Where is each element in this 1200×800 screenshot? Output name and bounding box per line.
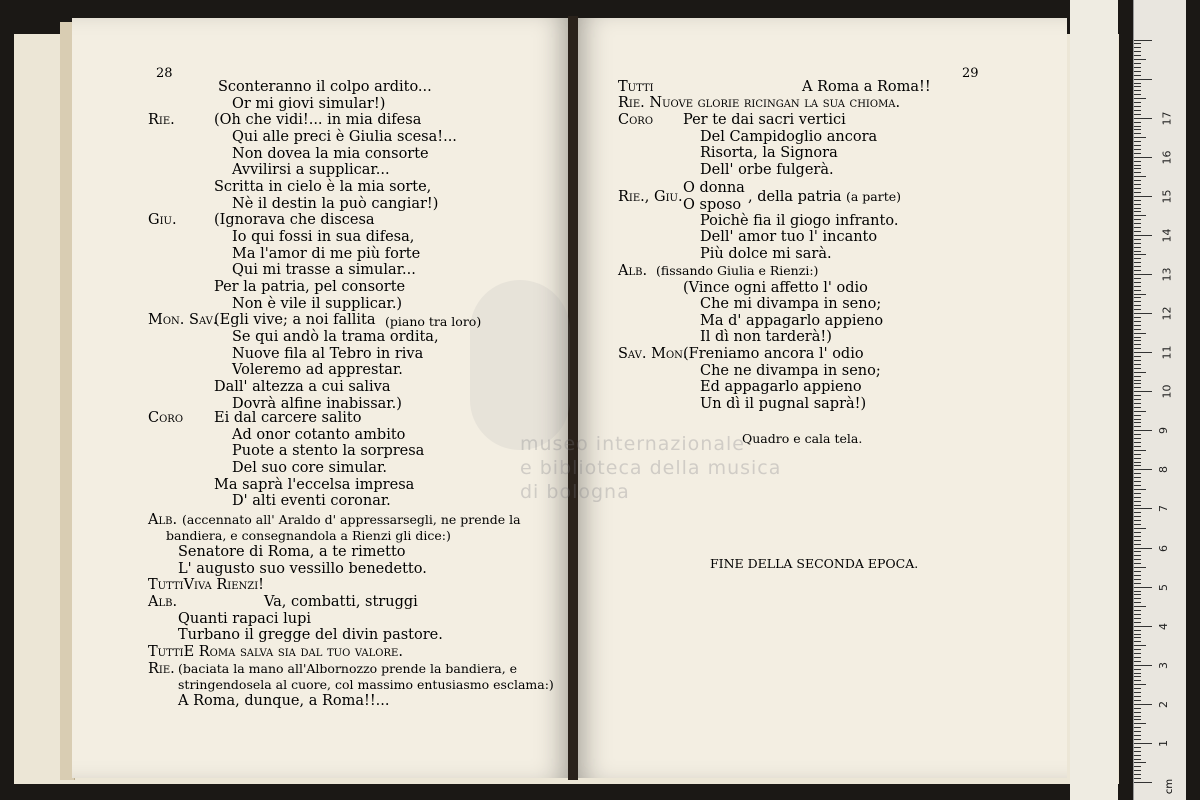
ruler-tick: [1134, 524, 1141, 525]
ruler-tick: [1134, 157, 1152, 158]
text-line: Del suo core simular.: [232, 460, 387, 476]
text-line: Turbano il gregge del divin pastore.: [178, 627, 443, 643]
ruler-tick: [1134, 118, 1152, 119]
ruler-tick: [1134, 645, 1146, 646]
ruler-tick: [1134, 477, 1141, 478]
ruler-tick: [1134, 321, 1141, 322]
text-line: Dell' orbe fulgerà.: [700, 162, 834, 178]
ruler-tick: [1134, 505, 1141, 506]
text-line: (accennato all' Araldo d' appressarsegli, ne prende la: [182, 512, 521, 527]
text-line: (Ignorava che discesa: [214, 212, 375, 228]
ruler-tick: [1134, 575, 1141, 576]
ruler-tick: [1134, 762, 1146, 763]
ruler-tick: [1134, 372, 1146, 373]
text-line: Coro: [618, 112, 654, 128]
text-line: Senatore di Roma, a te rimetto: [178, 544, 406, 560]
text-line: Dall' altezza a cui saliva: [214, 379, 391, 395]
ruler-tick: [1134, 313, 1152, 314]
ruler-tick: [1134, 172, 1141, 173]
ruler-tick: [1134, 40, 1152, 41]
text-line: Rie.: [148, 661, 175, 677]
ruler-tick: [1134, 297, 1141, 298]
text-line: (baciata la mano all'Albornozzo prende la bandiera, e: [178, 661, 518, 676]
ruler-tick: [1134, 149, 1141, 150]
text-line: L' augusto suo vessillo benedetto.: [178, 561, 427, 577]
ruler-tick: [1134, 419, 1141, 420]
page-number-right: 29: [962, 66, 979, 81]
ruler-tick: [1134, 129, 1141, 130]
ruler-tick: [1134, 676, 1141, 677]
ruler-tick: [1134, 680, 1141, 681]
ruler-tick: [1134, 223, 1141, 224]
ruler-tick: [1134, 778, 1141, 779]
text-line: Voleremo ad apprestar.: [232, 362, 403, 378]
ruler-tick: [1134, 75, 1141, 76]
text-line: Qui mi trasse a simular...: [232, 262, 416, 278]
ruler-tick: [1134, 106, 1141, 107]
text-line: Più dolce mi sarà.: [700, 246, 832, 262]
text-line: O sposo: [683, 197, 742, 213]
ruler-tick: [1134, 512, 1141, 513]
ruler-tick: [1134, 247, 1141, 248]
ruler-number: 11: [1160, 345, 1174, 360]
text-line: Alb.: [148, 512, 178, 528]
text-line: Un dì il pugnal saprà!): [700, 396, 867, 412]
ruler-tick: [1134, 520, 1141, 521]
ruler-tick: [1134, 395, 1141, 396]
ruler-tick: [1134, 692, 1141, 693]
ruler-tick: [1134, 79, 1152, 80]
ruler-tick: [1134, 258, 1141, 259]
text-line: Sconteranno il colpo ardito...: [218, 79, 432, 95]
ruler-tick: [1134, 208, 1141, 209]
ruler-tick: [1134, 47, 1141, 48]
ruler-tick: [1134, 751, 1141, 752]
ruler-tick: [1134, 661, 1141, 662]
text-line: (piano tra loro): [385, 314, 482, 329]
ruler-tick: [1134, 766, 1141, 767]
ruler-number: 15: [1160, 189, 1174, 204]
ruler-tick: [1134, 458, 1141, 459]
ruler-tick: [1134, 333, 1146, 334]
ruler-number: 16: [1160, 150, 1174, 165]
ruler-number: 7: [1157, 505, 1170, 513]
ruler-tick: [1134, 407, 1141, 408]
ruler-tick: [1134, 196, 1152, 197]
ruler-number: 17: [1160, 111, 1174, 126]
ruler-tick: [1134, 340, 1141, 341]
ruler-tick: [1134, 536, 1141, 537]
ruler-tick: [1134, 489, 1146, 490]
ruler-tick: [1134, 364, 1141, 365]
text-line: Mon. Sav.: [148, 312, 218, 328]
ruler-tick: [1134, 755, 1141, 756]
text-line: Rie.: [148, 112, 175, 128]
ruler-tick: [1134, 231, 1141, 232]
text-line: stringendosela al cuore, col massimo entusiasmo esclama:): [178, 677, 554, 692]
watermark-logo: [470, 280, 570, 450]
ruler-tick: [1134, 239, 1141, 240]
ruler-tick: [1134, 180, 1141, 181]
ruler-tick: [1134, 352, 1152, 353]
ruler-tick: [1134, 712, 1141, 713]
text-line: Tutti: [618, 79, 654, 95]
ruler-tick: [1134, 434, 1141, 435]
text-line: Poichè fia il giogo infranto.: [700, 213, 899, 229]
page-number-left: 28: [156, 66, 173, 81]
ruler-tick: [1134, 454, 1141, 455]
ruler-tick: [1134, 325, 1141, 326]
ruler-tick: [1134, 192, 1141, 193]
text-line: Nè il destin la può cangiar!): [232, 196, 439, 212]
ruler-tick: [1134, 403, 1141, 404]
ruler-tick: [1134, 270, 1141, 271]
ruler-tick: [1134, 90, 1141, 91]
text-line: (Oh che vidi!... in mia difesa: [214, 112, 422, 128]
text-line: FINE DELLA SECONDA EPOCA.: [710, 556, 919, 571]
ruler-tick: [1134, 528, 1146, 529]
ruler-tick: [1134, 110, 1141, 111]
ruler-tick: [1134, 153, 1141, 154]
ruler-tick: [1134, 446, 1141, 447]
ruler-tick: [1134, 337, 1141, 338]
ruler-tick: [1134, 708, 1141, 709]
ruler-tick: [1134, 168, 1141, 169]
text-line: Il dì non tarderà!): [700, 329, 832, 345]
text-line: O donna: [683, 180, 745, 196]
ruler-tick: [1134, 94, 1141, 95]
ruler-tick: [1134, 594, 1141, 595]
text-line: Quanti rapaci lupi: [178, 611, 312, 627]
ruler-tick: [1134, 465, 1141, 466]
text-line: Coro: [148, 410, 184, 426]
ruler-tick: [1134, 63, 1141, 64]
text-line: Ma saprà l'eccelsa impresa: [214, 477, 415, 493]
text-line: Risorta, la Signora: [700, 145, 838, 161]
text-line: Ma l'amor di me più forte: [232, 246, 421, 262]
text-line: Per te dai sacri vertici: [683, 112, 846, 128]
ruler-tick: [1134, 133, 1141, 134]
ruler-tick: [1134, 165, 1141, 166]
ruler-tick: [1134, 422, 1141, 423]
text-line: Rie. Nuove glorie ricingan la sua chioma.: [618, 95, 901, 111]
measuring-ruler: [1133, 0, 1186, 800]
ruler-tick: [1134, 704, 1152, 705]
ruler-tick: [1134, 122, 1141, 123]
text-line: Non è vile il supplicar.): [232, 296, 403, 312]
ruler-tick: [1134, 555, 1141, 556]
ruler-tick: [1134, 696, 1141, 697]
ruler-tick: [1134, 657, 1141, 658]
ruler-tick: [1134, 723, 1146, 724]
ruler-tick: [1134, 278, 1141, 279]
ruler-tick: [1134, 329, 1141, 330]
ruler-tick: [1134, 684, 1146, 685]
ruler-tick: [1134, 215, 1146, 216]
text-line: Dell' amor tuo l' incanto: [700, 229, 878, 245]
text-line: TuttiViva Rienzi!: [148, 577, 265, 593]
ruler-number: 1: [1157, 739, 1170, 747]
ruler-tick: [1134, 391, 1152, 392]
ruler-tick: [1134, 501, 1141, 502]
text-line: D' alti eventi coronar.: [232, 493, 391, 509]
ruler-tick: [1134, 544, 1141, 545]
ruler-tick: [1134, 188, 1141, 189]
ruler-tick: [1134, 387, 1141, 388]
ruler-tick: [1134, 380, 1141, 381]
text-line: Ed appagarlo appieno: [700, 379, 862, 395]
ruler-tick: [1134, 485, 1141, 486]
text-line: Qui alle preci è Giulia scesa!...: [232, 129, 457, 145]
ruler-number: 3: [1157, 661, 1170, 669]
ruler-tick: [1134, 219, 1141, 220]
text-line: Ad onor cotanto ambito: [232, 427, 406, 443]
ruler-tick: [1134, 102, 1141, 103]
ruler-tick: [1134, 274, 1152, 275]
ruler-tick: [1134, 348, 1141, 349]
ruler-tick: [1134, 266, 1141, 267]
text-line: Nuove fila al Tebro in riva: [232, 346, 424, 362]
text-line: Che mi divampa in seno;: [700, 296, 882, 312]
ruler-tick: [1134, 227, 1141, 228]
ruler-number: 9: [1157, 427, 1170, 435]
ruler-tick: [1134, 450, 1146, 451]
text-line: A Roma, dunque, a Roma!!...: [178, 693, 390, 709]
ruler-tick: [1134, 294, 1146, 295]
ruler-tick: [1134, 735, 1141, 736]
ruler-number: 10: [1160, 384, 1174, 399]
ruler-tick: [1134, 184, 1141, 185]
watermark-line: e biblioteca della musica: [520, 457, 782, 479]
text-line: Che ne divampa in seno;: [700, 363, 881, 379]
text-line: Dovrà alfine inabissar.): [232, 396, 402, 412]
text-line: A Roma a Roma!!: [802, 79, 931, 95]
text-line: Ma d' appagarlo appieno: [700, 313, 884, 329]
ruler-tick: [1134, 719, 1141, 720]
text-line: Ei dal carcere salito: [214, 410, 362, 426]
text-line: Rie., Giu.: [618, 189, 683, 205]
ruler-tick: [1134, 716, 1141, 717]
ruler-tick: [1134, 473, 1141, 474]
text-line: Va, combatti, struggi: [264, 594, 418, 610]
ruler-tick: [1134, 282, 1141, 283]
text-line: (Egli vive; a noi fallita: [214, 312, 376, 328]
ruler-tick: [1134, 602, 1141, 603]
ruler-tick: [1134, 305, 1141, 306]
text-line: Alb.: [618, 263, 648, 279]
paper-backing: [1070, 0, 1118, 800]
text-line: Sav. Mon.: [618, 346, 688, 362]
watermark-line: di bologna: [520, 481, 630, 503]
ruler-tick: [1134, 548, 1152, 549]
text-line: , della patria: [748, 189, 842, 205]
text-line: (fissando Giulia e Rienzi:): [656, 263, 819, 278]
ruler-tick: [1134, 98, 1146, 99]
ruler-tick: [1134, 469, 1152, 470]
ruler-tick: [1134, 649, 1141, 650]
ruler-tick: [1134, 567, 1146, 568]
ruler-number: 14: [1160, 228, 1174, 243]
ruler-tick: [1134, 399, 1141, 400]
text-line: Del Campidoglio ancora: [700, 129, 878, 145]
ruler-tick: [1134, 770, 1141, 771]
text-line: Giu.: [148, 212, 177, 228]
ruler-tick: [1134, 743, 1152, 744]
ruler-tick: [1134, 497, 1141, 498]
ruler-tick: [1134, 669, 1141, 670]
ruler-tick: [1134, 141, 1141, 142]
ruler-tick: [1134, 532, 1141, 533]
ruler-tick: [1134, 376, 1141, 377]
ruler-tick: [1134, 211, 1141, 212]
ruler-tick: [1134, 86, 1141, 87]
ruler-tick: [1134, 606, 1146, 607]
ruler-tick: [1134, 200, 1141, 201]
ruler-tick: [1134, 759, 1141, 760]
ruler-tick: [1134, 622, 1141, 623]
ruler-tick: [1134, 71, 1141, 72]
ruler-tick: [1134, 739, 1141, 740]
ruler-number: 12: [1160, 306, 1174, 321]
text-line: Se qui andò la trama ordita,: [232, 329, 439, 345]
ruler-tick: [1134, 286, 1141, 287]
ruler-tick: [1134, 55, 1141, 56]
ruler-tick: [1134, 774, 1141, 775]
ruler-tick: [1134, 637, 1141, 638]
ruler-tick: [1134, 426, 1141, 427]
ruler-tick: [1134, 360, 1141, 361]
ruler-tick: [1134, 731, 1141, 732]
ruler-tick: [1134, 673, 1141, 674]
ruler-tick: [1134, 415, 1141, 416]
ruler-tick: [1134, 243, 1141, 244]
ruler-tick: [1134, 368, 1141, 369]
ruler-tick: [1134, 626, 1152, 627]
ruler-number: 13: [1160, 267, 1174, 282]
ruler-tick: [1134, 356, 1141, 357]
ruler-tick: [1134, 301, 1141, 302]
text-line: bandiera, e consegnandola a Rienzi gli dice:): [166, 528, 451, 543]
text-line: Scritta in cielo è la mia sorte,: [214, 179, 432, 195]
ruler-tick: [1134, 747, 1141, 748]
text-line: Puote a stento la sorpresa: [232, 443, 425, 459]
ruler-tick: [1134, 653, 1141, 654]
ruler-tick: [1134, 559, 1141, 560]
text-line: (a parte): [846, 189, 902, 204]
ruler-tick: [1134, 317, 1141, 318]
text-line: Or mi giovi simular!): [232, 96, 386, 112]
text-line: Per la patria, pel consorte: [214, 279, 406, 295]
ruler-tick: [1134, 571, 1141, 572]
ruler-tick: [1134, 727, 1141, 728]
ruler-tick: [1134, 126, 1141, 127]
ruler-tick: [1134, 204, 1141, 205]
ruler-tick: [1134, 254, 1146, 255]
ruler-tick: [1134, 587, 1152, 588]
ruler-number: 8: [1157, 466, 1170, 474]
ruler-tick: [1134, 114, 1141, 115]
ruler-tick: [1134, 251, 1141, 252]
ruler-tick: [1134, 610, 1141, 611]
text-line: Alb.: [148, 594, 178, 610]
ruler-tick: [1134, 540, 1141, 541]
ruler-tick: [1134, 235, 1152, 236]
ruler-tick: [1134, 430, 1152, 431]
ruler-tick: [1134, 161, 1141, 162]
watermark-line: museo internazionale: [520, 433, 745, 455]
ruler-tick: [1134, 782, 1152, 783]
ruler-tick: [1134, 508, 1152, 509]
ruler-tick: [1134, 630, 1141, 631]
ruler-number: 2: [1157, 700, 1170, 708]
ruler-tick: [1134, 176, 1146, 177]
ruler-tick: [1134, 442, 1141, 443]
ruler-tick: [1134, 51, 1141, 52]
ruler-tick: [1134, 309, 1141, 310]
ruler-tick: [1134, 59, 1146, 60]
ruler-tick: [1134, 462, 1141, 463]
ruler-tick: [1134, 262, 1141, 263]
ruler-tick: [1134, 688, 1141, 689]
ruler-tick: [1134, 516, 1141, 517]
ruler-tick: [1134, 43, 1141, 44]
ruler-tick: [1134, 579, 1141, 580]
ruler-tick: [1134, 634, 1141, 635]
ruler-tick: [1134, 290, 1141, 291]
text-line: (Freniamo ancora l' odio: [683, 346, 864, 362]
text-line: (Vince ogni affetto l' odio: [683, 280, 868, 296]
text-line: Avvilirsi a supplicar...: [232, 162, 390, 178]
text-line: Non dovea la mia consorte: [232, 146, 429, 162]
ruler-number: 4: [1157, 622, 1170, 630]
text-line: Quadro e cala tela.: [742, 431, 863, 446]
ruler-tick: [1134, 145, 1141, 146]
ruler-tick: [1134, 83, 1141, 84]
ruler-tick: [1134, 344, 1141, 345]
text-line: TuttiE Roma salva sia dal tuo valore.: [148, 644, 403, 660]
ruler-tick: [1134, 641, 1141, 642]
ruler-tick: [1134, 383, 1141, 384]
ruler-number: 6: [1157, 544, 1170, 552]
ruler-tick: [1134, 583, 1141, 584]
ruler-tick: [1134, 618, 1141, 619]
ruler-unit: cm: [1164, 778, 1176, 795]
text-line: Io qui fossi in sua difesa,: [232, 229, 415, 245]
ruler-tick: [1134, 481, 1141, 482]
ruler-tick: [1134, 665, 1152, 666]
ruler-tick: [1134, 614, 1141, 615]
ruler-tick: [1134, 411, 1146, 412]
ruler-tick: [1134, 493, 1141, 494]
ruler-tick: [1134, 551, 1141, 552]
ruler-number: 5: [1157, 583, 1170, 591]
ruler-tick: [1134, 67, 1141, 68]
ruler-tick: [1134, 438, 1141, 439]
ruler-tick: [1134, 137, 1146, 138]
ruler-tick: [1134, 591, 1141, 592]
ruler-tick: [1134, 598, 1141, 599]
ruler-tick: [1134, 563, 1141, 564]
ruler-tick: [1134, 700, 1141, 701]
